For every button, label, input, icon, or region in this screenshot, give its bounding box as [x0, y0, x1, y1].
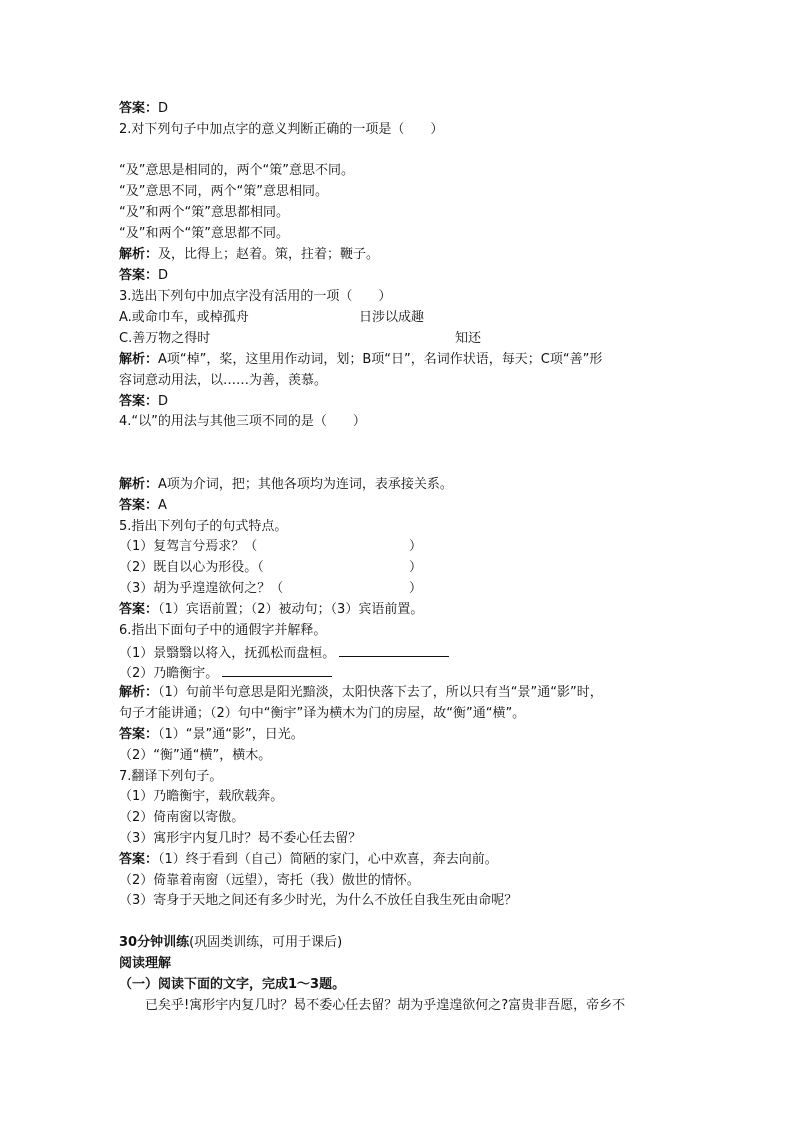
analysis-text: （1）句前半句意思是阳光黯淡，太阳快落下去了，所以只有当“景”通“影”时， — [158, 685, 603, 700]
analysis-line — [119, 476, 453, 494]
answer-label: 答案： — [119, 852, 159, 867]
option-b: 日涉以成趣 — [359, 310, 425, 325]
sub-question — [119, 663, 332, 683]
sub-question — [119, 830, 361, 848]
sub-question-text: （1）景翳翳以将入，抚孤松而盘桓。 — [119, 646, 336, 661]
analysis-continuation — [119, 705, 525, 723]
answer-continuation — [119, 872, 420, 890]
analysis-line — [119, 246, 379, 264]
analysis-line — [119, 351, 602, 369]
closing-paren: ） — [409, 560, 423, 575]
question-4 — [119, 413, 366, 431]
option-c: C.善万物之得时 — [119, 331, 211, 346]
question-3 — [119, 288, 391, 306]
answer-label: 答案： — [119, 268, 159, 283]
analysis-continuation — [119, 372, 327, 390]
answer-label: 答案： — [119, 602, 159, 617]
question-2 — [119, 121, 443, 139]
question-5 — [119, 518, 287, 536]
closing-paren: ） — [409, 539, 423, 554]
passage-line: 已矣乎!寓形宇内复几时？曷不委心任去留？胡为乎遑遑欲何之?富贵非吾愿，帝乡不 — [145, 998, 626, 1013]
analysis-label: 解析： — [119, 247, 159, 262]
option-text: “及”和两个“策”意思都相同。 — [119, 205, 289, 220]
answer-label: 答案： — [119, 727, 159, 742]
sub-question-text: （2）倚南窗以寄傲。 — [119, 810, 245, 825]
answer-continuation — [119, 892, 517, 910]
analysis-line — [119, 684, 603, 702]
answer-line — [119, 100, 168, 118]
answer-label: 答案： — [119, 498, 159, 513]
option-line — [119, 183, 328, 201]
passage-text — [145, 997, 625, 1015]
question-3-text: 3.选出下列句中加点字没有活用的一项（ ） — [119, 289, 392, 304]
analysis-label: 解析： — [119, 352, 159, 367]
sub-question — [119, 788, 283, 806]
analysis-text: A项为介词，把；其他各项均为连词，表承接关系。 — [158, 477, 453, 492]
analysis-text: 容词意动用法，以……为善，羡慕。 — [119, 373, 328, 388]
answer-value: （1）宾语前置；（2）被动句；（3）宾语前置。 — [158, 602, 424, 617]
section-note: (巩固类训练，可用于课后) — [189, 935, 343, 950]
answer-line — [119, 393, 168, 411]
analysis-label: 解析： — [119, 685, 159, 700]
subsection-heading — [119, 955, 171, 973]
question-5-text: 5.指出下列句子的句式特点。 — [119, 519, 288, 534]
passage-instruction — [119, 976, 345, 994]
answer-continuation — [119, 747, 271, 765]
subsection-title: 阅读理解 — [119, 956, 172, 971]
answer-line — [119, 497, 167, 515]
option-line — [119, 162, 354, 180]
section-title: 30分钟训练 — [119, 935, 190, 950]
answer-blank — [222, 663, 332, 677]
sub-question — [119, 809, 244, 827]
question-7 — [119, 768, 222, 786]
answer-line — [119, 851, 498, 869]
answer-line — [119, 601, 423, 619]
option-d: 知还 — [455, 331, 482, 346]
sub-question-text: （2）既自以心为形役。（ — [119, 560, 264, 575]
closing-paren: ） — [409, 581, 423, 596]
sub-question-text: （2）乃瞻衡宇。 — [119, 666, 219, 681]
sub-question-text: （1）复驾言兮焉求？（ — [119, 539, 258, 554]
answer-value: D — [158, 268, 169, 283]
option-line — [119, 204, 289, 222]
answer-value: D — [158, 394, 169, 409]
answer-value: （2）倚靠着南窗（远望），寄托（我）傲世的情怀。 — [119, 873, 420, 888]
question-6-text: 6.指出下面句子中的通假字并解释。 — [119, 623, 327, 638]
sub-question-text: （1）乃瞻衡宇，载欣载奔。 — [119, 789, 284, 804]
answer-value: （2）“衡”通“横”，横木。 — [119, 748, 272, 763]
answer-line — [119, 267, 168, 285]
passage-instruction-text: （一）阅读下面的文字，完成1～3题。 — [119, 977, 346, 992]
question-4-text: 4.“以”的用法与其他三项不同的是（ ） — [119, 414, 366, 429]
answer-label: 答案： — [119, 101, 159, 116]
sub-question — [119, 643, 449, 663]
answer-value: A — [158, 498, 167, 513]
question-7-text: 7.翻译下列句子。 — [119, 769, 223, 784]
option-text: “及”意思不同，两个“策”意思相同。 — [119, 184, 328, 199]
answer-blank — [339, 643, 449, 657]
question-2-text: 2.对下列句子中加点字的意义判断正确的一项是（ ） — [119, 122, 444, 137]
analysis-label: 解析： — [119, 477, 159, 492]
option-a: A.或命巾车，或棹孤舟 — [119, 310, 249, 325]
option-line — [119, 225, 289, 243]
option-text: “及”和两个“策”意思都不同。 — [119, 226, 289, 241]
answer-line — [119, 726, 304, 744]
sub-question-text: （3）胡为乎遑遑欲何之？（ — [119, 581, 284, 596]
answer-value: （1）终于看到（自己）简陋的家门，心中欢喜，奔去向前。 — [158, 852, 498, 867]
answer-value: D — [158, 101, 169, 116]
section-heading — [119, 934, 342, 952]
sub-question-text: （3）寓形宇内复几时？曷不委心任去留？ — [119, 831, 362, 846]
answer-value: （3）寄身于天地之间还有多少时光，为什么不放任自我生死由命呢？ — [119, 893, 518, 908]
analysis-text: 及，比得上；赵着。策，拄着；鞭子。 — [158, 247, 380, 262]
analysis-text: 句子才能讲通；（2）句中“衡宇”译为横木为门的房屋，故“衡”通“横”。 — [119, 706, 526, 721]
answer-label: 答案： — [119, 394, 159, 409]
option-text: “及”意思是相同的，两个“策”意思不同。 — [119, 163, 354, 178]
question-6 — [119, 622, 326, 640]
answer-value: （1）“景”通“影”，日光。 — [158, 727, 304, 742]
analysis-text: A项“棹”，桨，这里用作动词，划；B项“日”，名词作状语，每天；C项“善”形 — [158, 352, 603, 367]
